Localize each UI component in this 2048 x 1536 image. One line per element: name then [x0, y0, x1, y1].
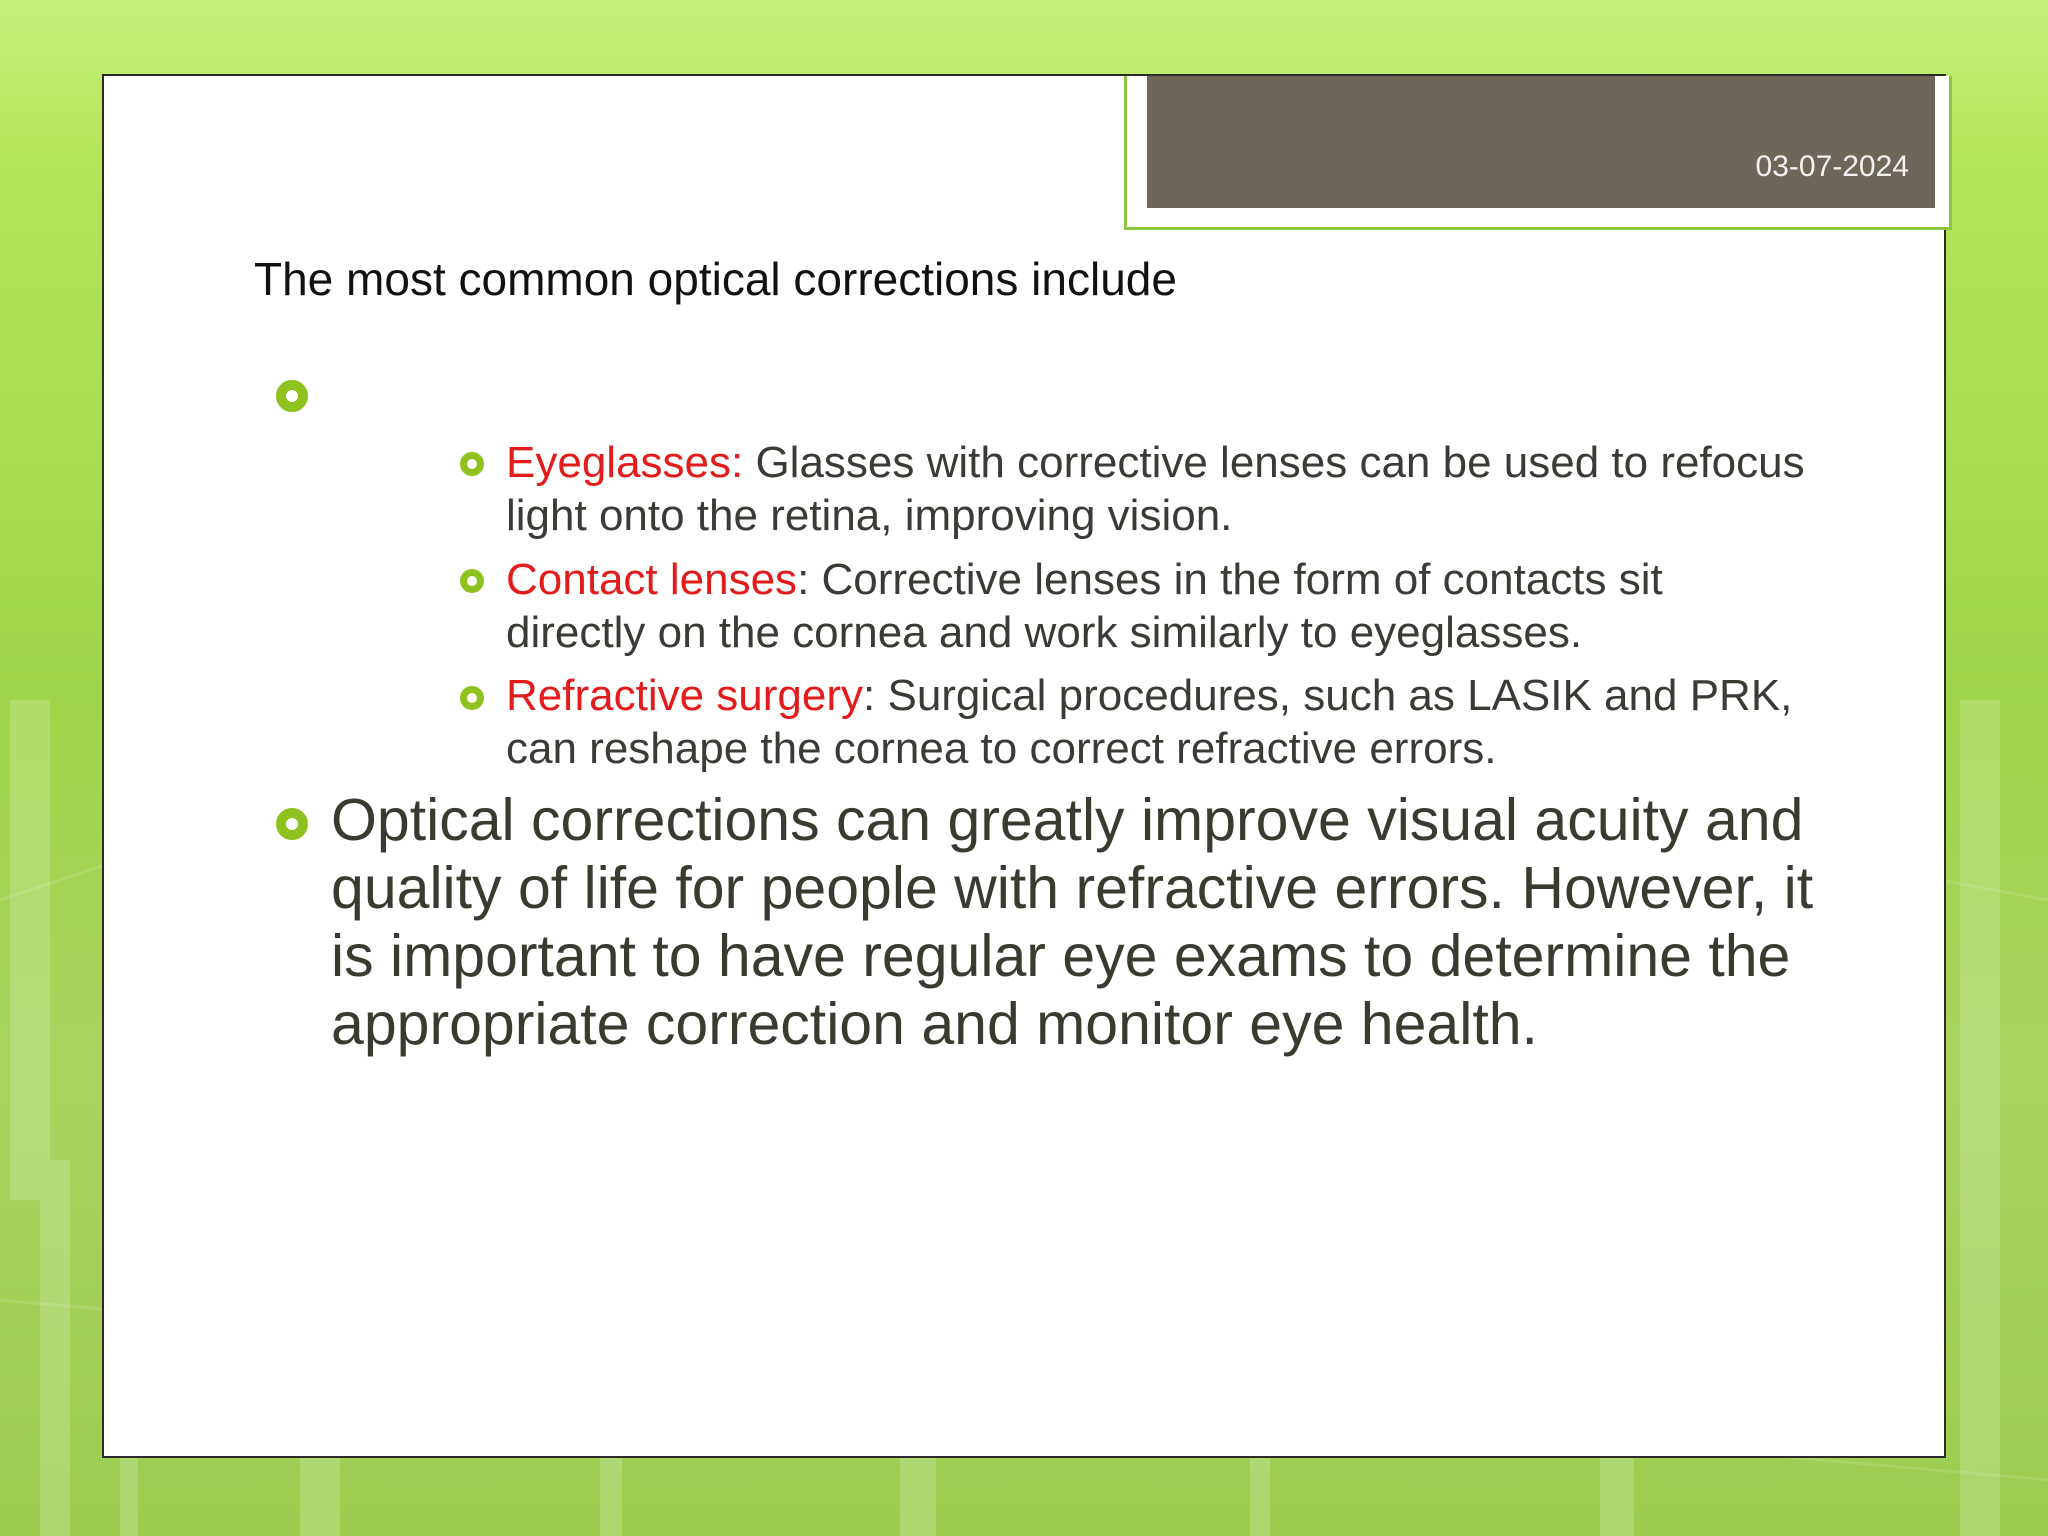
- desc-eyeglasses: Glasses with corrective lenses can be used to refocus light onto the retina, improving vision.: [506, 438, 1805, 540]
- desc-contact-lenses: : Corrective lenses in the form of contacts sit directly on the cornea and work similarly to eyeglasses.: [506, 555, 1663, 657]
- bullet-icon: [460, 452, 484, 476]
- date-tab-background: [1147, 76, 1935, 208]
- list-item-refractive-surgery: [506, 669, 1806, 775]
- bullet-icon: [460, 686, 484, 710]
- slide-heading: The most common optical corrections include: [254, 253, 1177, 305]
- list-item-eyeglasses: [506, 436, 1806, 542]
- desc-refractive-surgery: : Surgical procedures, such as LASIK and PRK, can reshape the cornea to correct refractive errors.: [506, 671, 1793, 773]
- main-paragraph: Optical corrections can greatly improve visual acuity and quality of life for people with refractive errors. However, it is important to have regular eye exams to determine the appropriate correction and monitor eye health.: [331, 787, 1814, 1057]
- bullet-icon: [460, 569, 484, 593]
- bullet-icon: [276, 808, 308, 840]
- list-item-contact-lenses: [506, 553, 1806, 659]
- date-tab: [1124, 76, 1952, 230]
- term-contact-lenses: Contact lenses: [506, 555, 798, 604]
- term-eyeglasses: Eyeglasses:: [506, 438, 744, 487]
- slide-date: 03-07-2024: [1755, 150, 1909, 183]
- empty-bullet-icon: [276, 380, 308, 412]
- term-refractive-surgery: Refractive surgery: [506, 671, 864, 720]
